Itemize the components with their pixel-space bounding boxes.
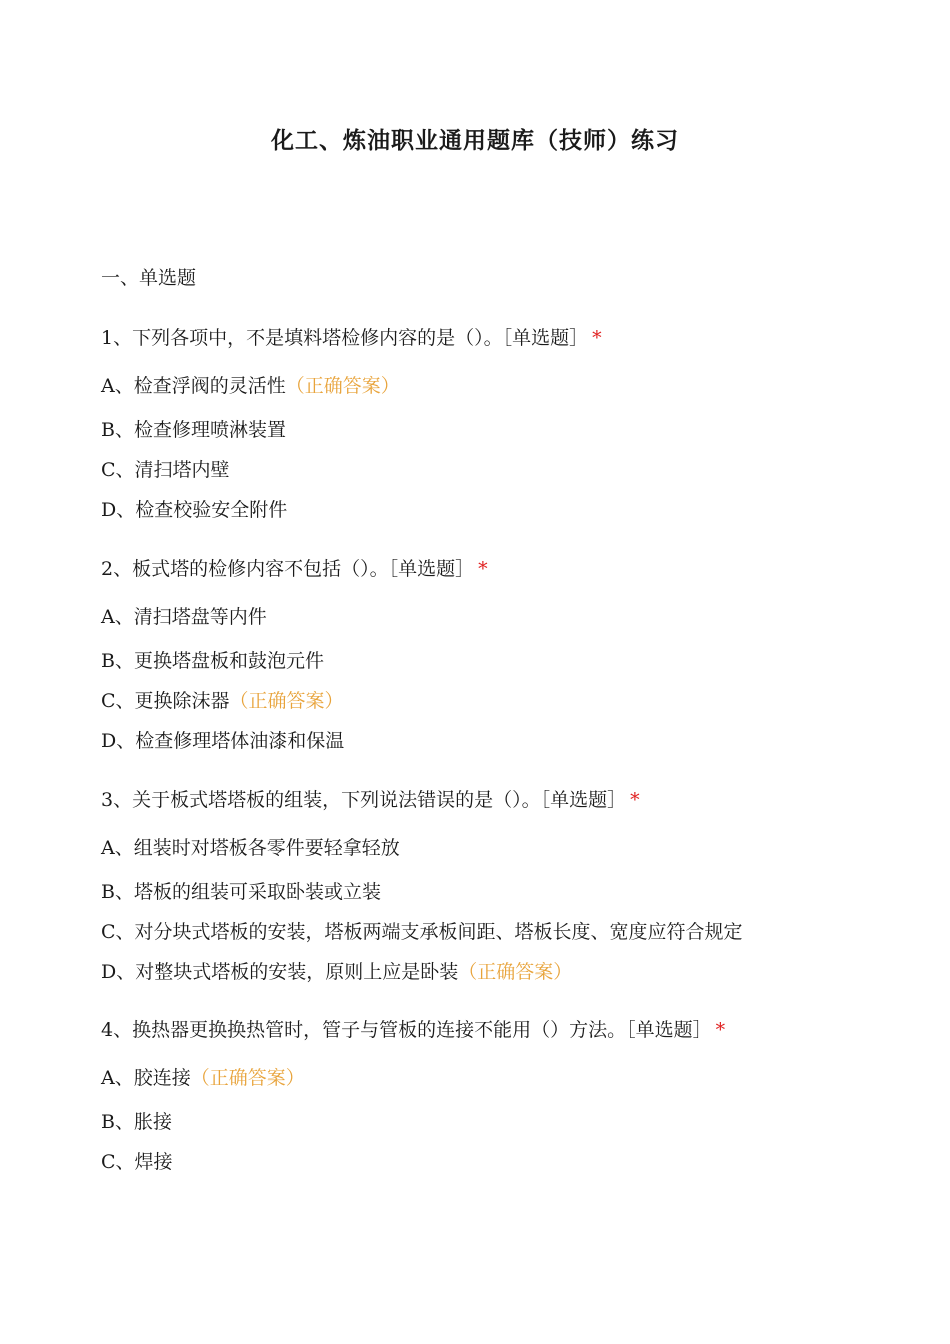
section-heading: 一、单选题 [101,267,197,289]
option-text: C、清扫塔内壁 [101,459,230,481]
option-text: B、检查修理喷淋装置 [101,419,286,441]
required-mark: * [715,1019,726,1041]
answer-option [101,1066,305,1090]
option-text: A、清扫塔盘等内件 [101,606,267,628]
question-stem [101,557,488,581]
required-mark: * [478,558,488,580]
option-text: C、对分块式塔板的安装，塔板两端支承板间距、塔板长度、宽度应符合规定 [101,921,743,943]
required-mark: * [592,327,602,349]
answer-option [101,649,324,673]
answer-option [101,960,572,984]
answer-option [101,729,344,753]
question-text: 4、换热器更换换热管时，管子与管板的连接不能用（）方法。［单选题］ [101,1019,712,1041]
answer-option [101,374,400,398]
option-text: C、焊接 [101,1151,173,1173]
answer-option [101,498,287,522]
answer-option [101,418,286,442]
question-stem [101,1018,725,1042]
option-text: D、检查校验安全附件 [101,499,288,521]
answer-option [101,1110,172,1134]
answer-option [101,880,381,904]
document-title: 化工、炼油职业通用题库（技师）练习 [271,128,679,154]
option-text: A、检查浮阀的灵活性 [101,375,286,397]
answer-option [101,1150,173,1174]
correct-answer-label: （正确答案） [285,375,400,397]
option-text: B、更换塔盘板和鼓泡元件 [101,650,324,672]
question-text: 2、板式塔的检修内容不包括（）。［单选题］ [101,558,475,580]
answer-option [101,605,267,629]
correct-answer-label: （正确答案） [458,961,573,983]
answer-option [101,920,743,944]
answer-option [101,458,230,482]
option-text: D、对整块式塔板的安装，原则上应是卧装 [101,961,459,983]
option-text: A、胶连接 [101,1067,191,1089]
answer-option [101,836,400,860]
correct-answer-label: （正确答案） [229,690,344,712]
option-text: D、检查修理塔体油漆和保温 [101,730,345,752]
question-text: 3、关于板式塔塔板的组装，下列说法错误的是（）。［单选题］ [101,789,627,811]
question-stem [101,788,640,812]
answer-option [101,689,344,713]
required-mark: * [630,789,640,811]
option-text: B、塔板的组装可采取卧装或立装 [101,881,381,903]
option-text: A、组装时对塔板各零件要轻拿轻放 [101,837,400,859]
correct-answer-label: （正确答案） [190,1067,305,1089]
question-stem [101,326,602,350]
option-text: B、胀接 [101,1111,172,1133]
option-text: C、更换除沫器 [101,690,230,712]
question-text: 1、下列各项中，不是填料塔检修内容的是（）。［单选题］ [101,327,589,349]
